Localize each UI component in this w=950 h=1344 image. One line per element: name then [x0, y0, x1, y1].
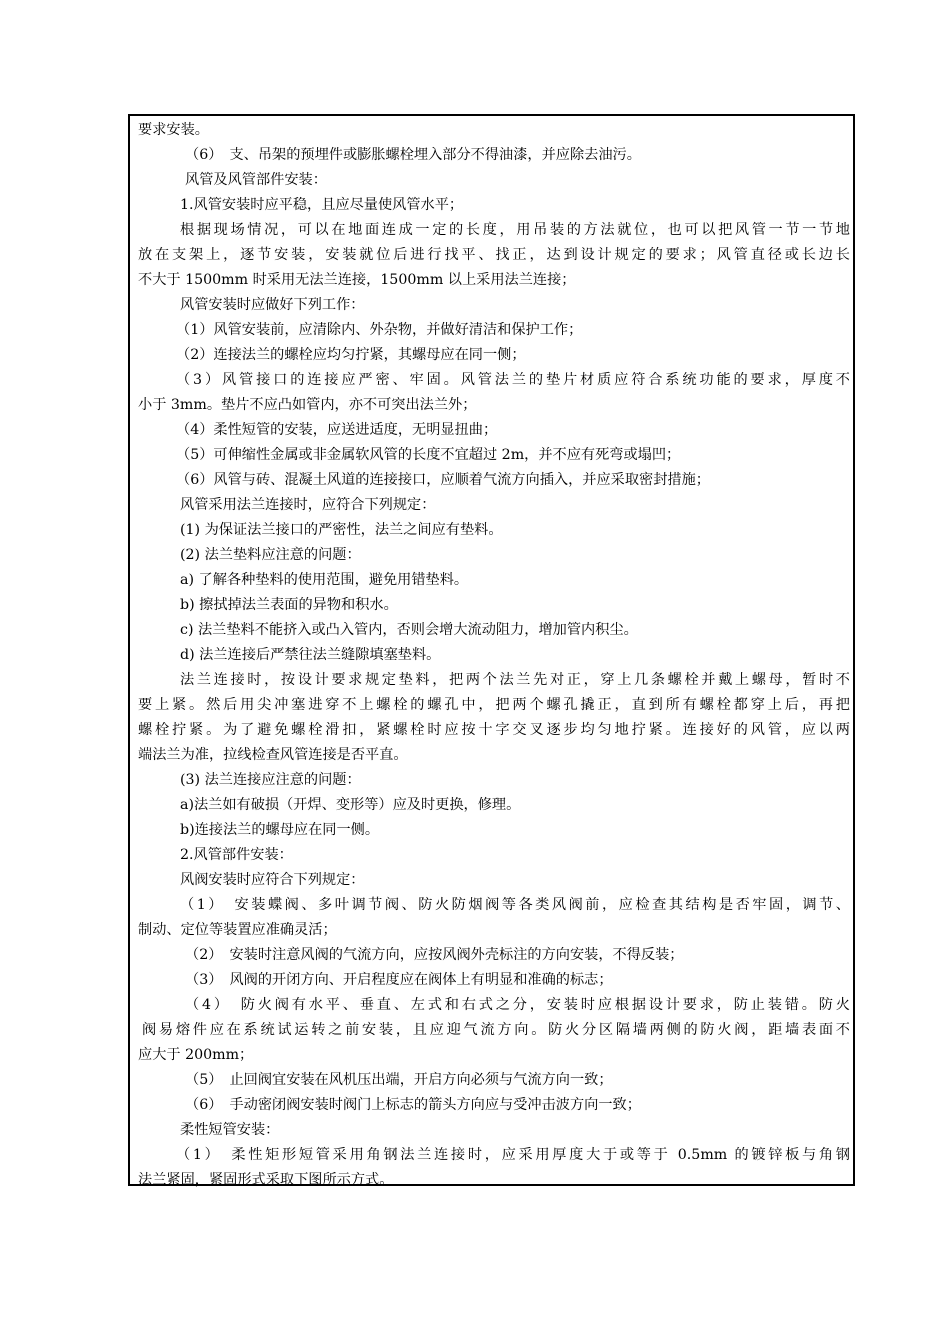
list-item: （4）柔性短管的安装，应送进适度，无明显扭曲；	[176, 422, 498, 438]
list-item: a) 了解各种垫料的使用范围，避免用错垫料。	[180, 572, 469, 588]
text-line: （6） 支、吊架的预埋件或膨胀螺栓埋入部分不得油漆，并应除去油污。	[185, 147, 641, 163]
document-body	[138, 118, 850, 1193]
list-item: （2）连接法兰的螺栓应均匀拧紧，其螺母应在同一侧；	[176, 347, 526, 363]
list-item: （1） 安装蝶阀、多叶调节阀、防火防烟阀等各类风阀前，应检查其结构是否牢固，调节、	[180, 897, 850, 913]
list-item: d) 法兰连接后严禁往法兰缝隙填塞垫料。	[180, 647, 441, 663]
list-item: (2) 法兰垫料应注意的问题：	[180, 547, 361, 563]
section-heading: 柔性短管安装：	[180, 1122, 280, 1138]
text-line: 螺栓拧紧。为了避免螺栓滑扣，紧螺栓时应按十字交叉逐步均匀地拧紧。连接好的风管，应以两	[138, 722, 850, 738]
list-item: b)连接法兰的螺母应在同一侧。	[180, 822, 380, 838]
list-item: （2） 安装时注意风阀的气流方向，应按风阀外壳标注的方向安装，不得反装；	[185, 947, 684, 963]
text-line: 放在支架上，逐节安装，安装就位后进行找平、找正，达到设计规定的要求；风管直径或长边长	[138, 247, 850, 263]
list-item: （6） 手动密闭阀安装时阀门上标志的箭头方向应与受冲击波方向一致；	[185, 1097, 641, 1113]
text-line: 要求安装。	[138, 122, 209, 138]
text-line: 风管采用法兰连接时，应符合下列规定：	[180, 497, 436, 513]
list-item: (3) 法兰连接应注意的问题：	[180, 772, 361, 788]
list-item: （1） 柔性矩形短管采用角钢法兰连接时，应采用厚度大于或等于 0.5mm 的镀锌板与角钢	[176, 1147, 850, 1163]
text-line: 法兰连接时，按设计要求规定垫料，把两个法兰先对正，穿上几条螺栓并戴上螺母，暂时不	[180, 672, 850, 688]
list-item: a)法兰如有破损（开焊、变形等）应及时更换，修理。	[180, 797, 521, 813]
list-item: （5） 止回阀宜安装在风机压出端，开启方向必须与气流方向一致；	[185, 1072, 613, 1088]
text-line: 小于 3mm。垫片不应凸如管内，亦不可突出法兰外；	[138, 397, 477, 413]
text-line: 端法兰为准，拉线检查风管连接是否平直。	[138, 747, 408, 763]
text-line: 风管安装时应做好下列工作：	[180, 297, 365, 313]
list-item: （5）可伸缩性金属或非金属软风管的长度不宜超过 2m，并不应有死弯或塌凹；	[176, 447, 681, 463]
text-line: 阀易熔件应在系统试运转之前安装，且应迎气流方向。防火分区隔墙两侧的防火阀，距墙表面不	[142, 1022, 850, 1038]
section-heading: 1.风管安装时应平稳，且应尽量使风管水平；	[180, 197, 464, 213]
text-line: 制动、定位等装置应准确灵活；	[138, 922, 337, 938]
list-item: (1) 为保证法兰接口的严密性，法兰之间应有垫料。	[180, 522, 503, 538]
section-heading: 2.风管部件安装：	[180, 847, 293, 863]
list-item: c) 法兰垫料不能挤入或凸入管内，否则会增大流动阻力，增加管内积尘。	[180, 622, 638, 638]
text-line: 要上紧。然后用尖冲塞进穿不上螺栓的螺孔中，把两个螺孔撬正，直到所有螺栓都穿上后，再把	[138, 697, 850, 713]
text-line: 风阀安装时应符合下列规定：	[180, 872, 365, 888]
text-line: 不大于 1500mm 时采用无法兰连接，1500mm 以上采用法兰连接；	[138, 272, 576, 288]
list-item: （1）风管安装前，应清除内、外杂物，并做好清洁和保护工作；	[176, 322, 583, 338]
list-item: b) 擦拭掉法兰表面的异物和积水。	[180, 597, 398, 613]
text-line: 根据现场情况，可以在地面连成一定的长度，用吊装的方法就位，也可以把风管一节一节地	[180, 222, 850, 238]
list-item: （3） 风阀的开闭方向、开启程度应在阀体上有明显和准确的标志；	[185, 972, 613, 988]
text-line: 应大于 200mm；	[138, 1047, 254, 1063]
section-heading: 风管及风管部件安装：	[185, 172, 327, 188]
list-item: （6）风管与砖、混凝土风道的连接接口，应顺着气流方向插入，并应采取密封措施；	[176, 472, 710, 488]
list-item: （3）风管接口的连接应严密、牢固。风管法兰的垫片材质应符合系统功能的要求，厚度不	[176, 372, 850, 388]
list-item: （4） 防火阀有水平、垂直、左式和右式之分，安装时应根据设计要求，防止装错。防火	[185, 997, 850, 1013]
text-line: 法兰紧固，紧固形式采取下图所示方式。	[138, 1172, 394, 1188]
